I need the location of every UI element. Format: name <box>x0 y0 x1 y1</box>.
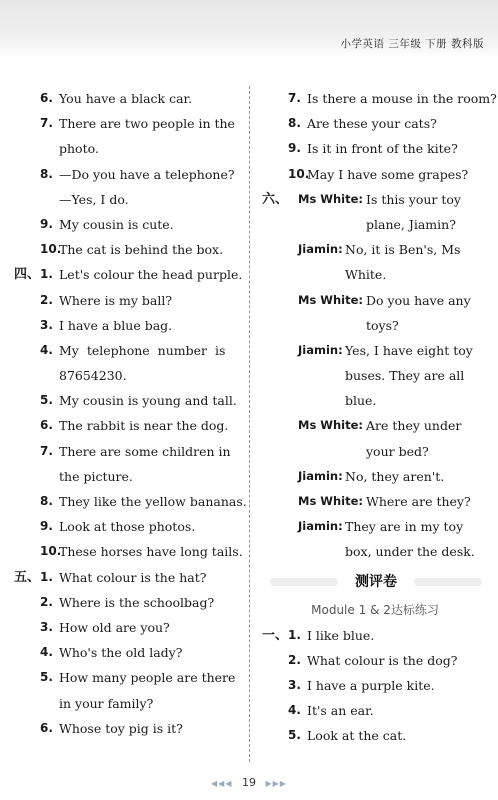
item-number: 3. <box>40 619 53 634</box>
answer-text: Who's the old lady? <box>59 645 183 661</box>
banner-decoration <box>270 578 338 586</box>
answer-line <box>262 162 488 187</box>
answer-line <box>14 338 244 363</box>
dialog-text: toys? <box>366 317 399 333</box>
answer-text: 87654230. <box>59 368 127 384</box>
speaker-name: Jiamin: <box>298 519 343 534</box>
answer-text: I have a purple kite. <box>307 677 435 693</box>
left-column <box>14 86 247 741</box>
dialog-text: buses. They are all <box>345 368 465 384</box>
dialog-line <box>262 539 488 564</box>
item-number: 7. <box>40 116 53 131</box>
item-number: 4. <box>288 703 301 718</box>
answer-text: Let's colour the head purple. <box>59 267 243 283</box>
module-title: Module 1 & 2达标练习 <box>311 602 439 617</box>
answer-line <box>14 288 244 313</box>
dialog-line <box>262 212 488 237</box>
dialog-text: No, they aren't. <box>345 468 445 484</box>
dialog-text: White. <box>345 267 387 283</box>
item-number: 10. <box>40 544 62 559</box>
answer-line <box>14 162 244 187</box>
answer-text: Where is the schoolbag? <box>59 594 215 610</box>
dialog-line <box>262 489 488 514</box>
answer-line <box>262 698 488 723</box>
answer-text: How many people are there <box>59 670 236 686</box>
page-footer <box>0 776 498 789</box>
dialog-text: your bed? <box>366 443 429 459</box>
answer-line <box>262 136 488 161</box>
answer-text: —Do you have a telephone? <box>59 166 235 182</box>
test-section-banner <box>262 565 488 597</box>
answer-text: These horses have long tails. <box>59 544 243 560</box>
dialog-line <box>262 413 488 438</box>
answer-line <box>14 86 244 111</box>
item-number: 9. <box>40 216 53 231</box>
answer-text: I like blue. <box>307 627 375 643</box>
dialog-text: blue. <box>345 393 377 409</box>
answer-text: It's an ear. <box>307 703 374 719</box>
section-marker: 六、 <box>262 191 289 207</box>
answer-text: My telephone number is <box>59 342 226 358</box>
dialog-text: Is this your toy <box>366 191 461 207</box>
answer-line <box>14 136 244 161</box>
item-number: 8. <box>40 166 53 181</box>
answer-line <box>14 691 244 716</box>
dialog-line <box>262 388 488 413</box>
item-number: 10. <box>288 166 310 181</box>
dialog-text: Where are they? <box>366 494 471 509</box>
column-divider <box>249 86 250 762</box>
answer-text: Is it in front of the kite? <box>307 141 458 157</box>
dialog-line <box>262 464 488 489</box>
answer-line <box>262 673 488 698</box>
dialog-line <box>262 338 488 363</box>
answer-text: How old are you? <box>59 619 170 635</box>
answer-text: Look at the cat. <box>307 728 407 744</box>
item-number: 5. <box>288 728 301 743</box>
section-marker: 一、 <box>262 627 289 643</box>
answer-line <box>14 388 244 413</box>
dialog-text: Are they under <box>366 418 462 434</box>
answer-text: Where is my ball? <box>59 292 173 308</box>
dialog-text: They are in my toy <box>345 519 464 535</box>
item-number: 2. <box>40 292 53 307</box>
answer-line <box>14 565 244 590</box>
item-number: 6. <box>40 91 53 105</box>
answer-line <box>14 237 244 262</box>
answer-text: May I have some grapes? <box>307 166 469 182</box>
answer-line <box>262 623 488 648</box>
prev-arrows-icon: ◀◀◀ <box>211 779 233 788</box>
answer-line <box>14 716 244 741</box>
answer-text: You have a black car. <box>59 91 193 106</box>
answer-line <box>14 590 244 615</box>
item-number: 1. <box>40 267 53 282</box>
answer-text: Look at those photos. <box>59 519 196 535</box>
speaker-name: Jiamin: <box>298 342 343 357</box>
answer-line <box>14 464 244 489</box>
dialog-line <box>262 363 488 388</box>
item-number: 1. <box>40 569 53 584</box>
item-number: 1. <box>288 627 301 642</box>
item-number: 10. <box>40 242 62 257</box>
banner-decoration <box>414 578 482 586</box>
speaker-name: Ms White: <box>298 292 364 307</box>
answer-line <box>14 489 247 514</box>
answer-text: The cat is behind the box. <box>59 242 224 258</box>
answer-text: They like the yellow bananas. <box>59 494 247 509</box>
answer-text: The rabbit is near the dog. <box>59 418 229 434</box>
speaker-name: Jiamin: <box>298 468 343 483</box>
answer-line <box>262 723 488 748</box>
item-number: 7. <box>40 443 53 458</box>
answer-text: My cousin is young and tall. <box>59 393 237 409</box>
answer-line <box>14 363 244 388</box>
answer-text: There are two people in the <box>59 116 235 132</box>
item-number: 6. <box>40 418 53 433</box>
dialog-line <box>262 514 488 539</box>
item-number: 2. <box>40 594 53 609</box>
dialog-line <box>262 439 488 464</box>
answer-text: Are these your cats? <box>307 116 437 132</box>
answer-text: What colour is the dog? <box>307 652 458 668</box>
item-number: 2. <box>288 652 301 667</box>
dialog-line <box>262 313 488 338</box>
answer-line <box>14 539 244 564</box>
item-number: 4. <box>40 342 53 357</box>
speaker-name: Ms White: <box>298 418 364 433</box>
item-number: 5. <box>40 670 53 685</box>
item-number: 6. <box>40 720 53 735</box>
answer-text: Is there a mouse in the room? <box>307 91 497 106</box>
speaker-name: Jiamin: <box>298 242 343 257</box>
item-number: 3. <box>288 677 301 692</box>
dialog-line <box>262 262 488 287</box>
answer-text: Whose toy pig is it? <box>59 720 183 736</box>
dialog-text: plane, Jiamin? <box>366 216 456 232</box>
test-title: 测评卷 <box>355 573 397 590</box>
answer-text: —Yes, I do. <box>59 191 129 207</box>
item-number: 3. <box>40 317 53 332</box>
answer-text: What colour is the hat? <box>59 569 207 585</box>
item-number: 4. <box>40 645 53 660</box>
answer-line <box>14 615 244 640</box>
answer-line <box>14 665 244 690</box>
dialog-line <box>262 237 488 262</box>
dialog-text: box, under the desk. <box>345 544 475 560</box>
answer-text: My cousin is cute. <box>59 216 174 232</box>
dialog-text: No, it is Ben's, Ms <box>345 242 461 258</box>
item-number: 9. <box>288 141 301 156</box>
dialog-line <box>262 187 488 212</box>
answer-line <box>14 212 244 237</box>
item-number: 8. <box>40 494 53 508</box>
answer-line <box>262 648 488 673</box>
answer-line <box>14 413 244 438</box>
answer-line <box>14 313 244 338</box>
answer-line <box>14 514 244 539</box>
answer-line <box>14 262 244 287</box>
section-marker: 四、 <box>14 267 41 283</box>
answer-text: I have a blue bag. <box>59 317 173 333</box>
header-title: 小学英语 三年级 下册 教科版 <box>340 38 484 50</box>
item-number: 9. <box>40 519 53 534</box>
speaker-name: Ms White: <box>298 494 364 508</box>
dialog-text: Do you have any <box>366 292 471 308</box>
answer-line <box>14 111 244 136</box>
answer-text: in your family? <box>59 695 154 711</box>
dialog-text: Yes, I have eight toy <box>345 342 473 358</box>
dialog-line <box>262 288 488 313</box>
answer-text: photo. <box>59 141 99 157</box>
answer-line <box>262 111 488 136</box>
section-marker: 五、 <box>14 569 41 585</box>
next-arrows-icon: ▶▶▶ <box>265 779 287 788</box>
answer-text: There are some children in <box>59 443 231 459</box>
answer-line <box>14 187 244 212</box>
item-number: 8. <box>288 116 301 131</box>
item-number: 5. <box>40 393 53 408</box>
right-column <box>262 86 497 749</box>
answer-line <box>262 86 497 111</box>
answer-line <box>14 640 244 665</box>
page-number: 19 <box>242 776 256 789</box>
answer-text: the picture. <box>59 468 133 484</box>
item-number: 7. <box>288 91 301 105</box>
answer-line <box>14 439 244 464</box>
speaker-name: Ms White: <box>298 191 364 206</box>
